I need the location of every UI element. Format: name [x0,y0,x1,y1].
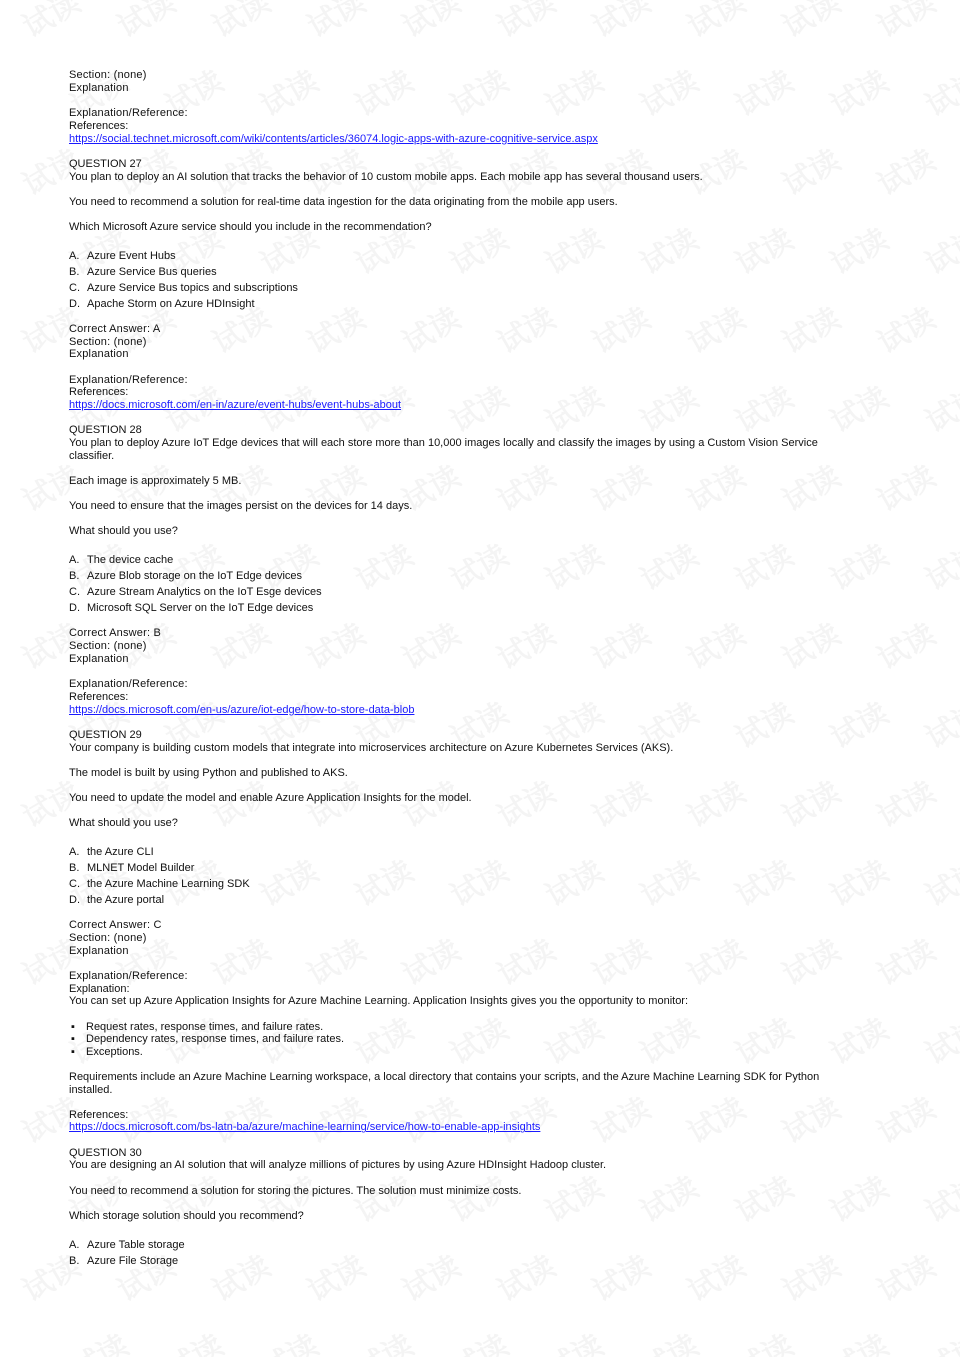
watermark-mark [441,1321,515,1357]
watermark-mark [916,1005,960,1073]
q28-explanation: Explanation [69,652,129,665]
q27-answer: Correct Answer: A [69,322,161,335]
watermark-mark [916,1163,960,1231]
watermark-mark [583,0,657,46]
q30-title: QUESTION 30 [69,1146,142,1159]
watermark-mark [868,926,942,994]
q28-p3: You need to ensure that the images persist on the devices for 14 days. [69,500,413,513]
q30-option-b: B. Azure File Storage [69,1254,179,1267]
watermark-mark [916,1321,960,1357]
watermark-mark [916,57,960,125]
prev-references: References: [69,119,129,132]
watermark-mark [251,1321,325,1357]
q29-expref: Explanation/Reference: [69,969,188,982]
q27-p1: You plan to deploy an AI solution that tracks the behavior of 10 custom mobile apps. Each mobile app has several thousand users. [69,170,703,183]
watermark-mark [916,531,960,599]
q29-title: QUESTION 29 [69,728,142,741]
watermark-mark [536,1321,610,1357]
q29-answer: Correct Answer: C [69,918,162,931]
q27-explanation: Explanation [69,348,129,361]
q29-reference-link[interactable]: https://docs.microsoft.com/bs-latn-ba/azure/machine-learning/service/how-to-enable-app-insights [69,1121,541,1134]
q30-p2: You need to recommend a solution for storing the pictures. The solution must minimize costs. [69,1184,522,1197]
watermark-mark [868,294,942,362]
watermark-mark [726,1321,800,1357]
q29-option-c: C. the Azure Machine Learning SDK [69,877,250,890]
watermark-mark [868,136,942,204]
watermark-mark [916,373,960,441]
q29-explanation: Explanation [69,944,129,957]
prev-explanation: Explanation [69,81,129,94]
q27-option-c: C. Azure Service Bus topics and subscriptions [69,281,298,294]
q28-answer: Correct Answer: B [69,627,162,640]
watermark-mark [678,0,752,46]
q28-p4: What should you use? [69,525,178,538]
q28-section: Section: (none) [69,640,147,653]
watermark-mark [868,610,942,678]
q27-p3: Which Microsoft Azure service should you include in the recommendation? [69,220,432,233]
watermark-mark [916,847,960,915]
q28-expref: Explanation/Reference: [69,678,188,691]
watermark-mark [488,0,562,46]
q30-option-a: A. Azure Table storage [69,1238,185,1251]
prev-expref: Explanation/Reference: [69,106,188,119]
q27-p2: You need to recommend a solution for real-time data ingestion for the data originating from the mobile app users. [69,195,618,208]
q28-title: QUESTION 28 [69,424,142,437]
q29-explanation-label: Explanation: [69,982,130,995]
q28-p1a: You plan to deploy Azure IoT Edge devices that will each store more than 10,000 images locally and classify the images by using a Custom Vision Service [69,437,818,450]
q27-expref: Explanation/Reference: [69,373,188,386]
watermark-mark [916,215,960,283]
q28-references: References: [69,690,129,703]
watermark-mark [916,689,960,757]
prev-section: Section: (none) [69,69,147,81]
q29-explanation-text: You can set up Azure Application Insights for Azure Machine Learning. Application Insights gives you the opportunity to monitor: [69,995,689,1008]
watermark-mark [868,452,942,520]
q29-bullet-3: ▪ Exceptions. [71,1045,143,1058]
q30-p1: You are designing an AI solution that will analyze millions of pictures by using Azure HDInsight Hadoop cluster. [69,1159,607,1172]
q27-option-d: D. Apache Storm on Azure HDInsight [69,297,255,310]
q29-requirements-a: Requirements include an Azure Machine Learning workspace, a local directory that contains your scripts, and the Azure Machine Learning SDK for Python [69,1070,820,1083]
watermark-mark [13,0,87,46]
watermark-mark [346,1321,420,1357]
document-page [69,69,869,1269]
watermark-mark [393,0,467,46]
q28-option-b: B. Azure Blob storage on the IoT Edge devices [69,570,303,583]
q28-p2: Each image is approximately 5 MB. [69,475,242,488]
q28-option-d: D. Microsoft SQL Server on the IoT Edge devices [69,602,314,615]
q29-p1: Your company is building custom models that integrate into microservices architecture on Azure Kubernetes Services (AKS). [69,741,674,754]
q29-requirements-b: installed. [69,1083,113,1096]
q28-option-c: C. Azure Stream Analytics on the IoT Esge devices [69,586,322,599]
watermark-mark [631,1321,705,1357]
watermark-mark [868,0,942,46]
q29-option-b: B. MLNET Model Builder [69,861,195,874]
q29-references: References: [69,1108,129,1121]
q29-p3: You need to update the model and enable Azure Application Insights for the model. [69,791,472,804]
q29-bullet-1: ▪ Request rates, response times, and failure rates. [71,1020,324,1033]
q27-option-a: A. Azure Event Hubs [69,249,176,262]
q29-p4: What should you use? [69,817,178,830]
watermark-mark [203,0,277,46]
watermark-mark [298,0,372,46]
watermark-mark [868,1242,942,1310]
watermark-mark [156,1321,230,1357]
q27-reference-link[interactable]: https://docs.microsoft.com/en-in/azure/event-hubs/event-hubs-about [69,399,402,412]
q28-reference-link[interactable]: https://docs.microsoft.com/en-us/azure/iot-edge/how-to-store-data-blob [69,703,415,716]
q29-option-a: A. the Azure CLI [69,845,154,858]
q27-title: QUESTION 27 [69,157,142,170]
q27-option-b: B. Azure Service Bus queries [69,265,217,278]
watermark-mark [773,0,847,46]
watermark-mark [61,1321,135,1357]
watermark-mark [868,768,942,836]
watermark-mark [108,0,182,46]
q30-p3: Which storage solution should you recommend? [69,1209,304,1222]
q29-bullet-2: ▪ Dependency rates, response times, and failure rates. [71,1033,345,1046]
q29-p2: The model is built by using Python and published to AKS. [69,766,348,779]
q29-option-d: D. the Azure portal [69,893,165,906]
q28-option-a: A. The device cache [69,554,174,567]
q27-references: References: [69,386,129,399]
q29-section: Section: (none) [69,931,147,944]
prev-reference-link[interactable]: https://social.technet.microsoft.com/wiki/contents/articles/36074.logic-apps-with-azure-cognitive-service.aspx [69,132,598,145]
watermark-mark [868,1084,942,1152]
q28-p1b: classifier. [69,449,115,462]
watermark-mark [821,1321,895,1357]
q27-section: Section: (none) [69,335,147,348]
